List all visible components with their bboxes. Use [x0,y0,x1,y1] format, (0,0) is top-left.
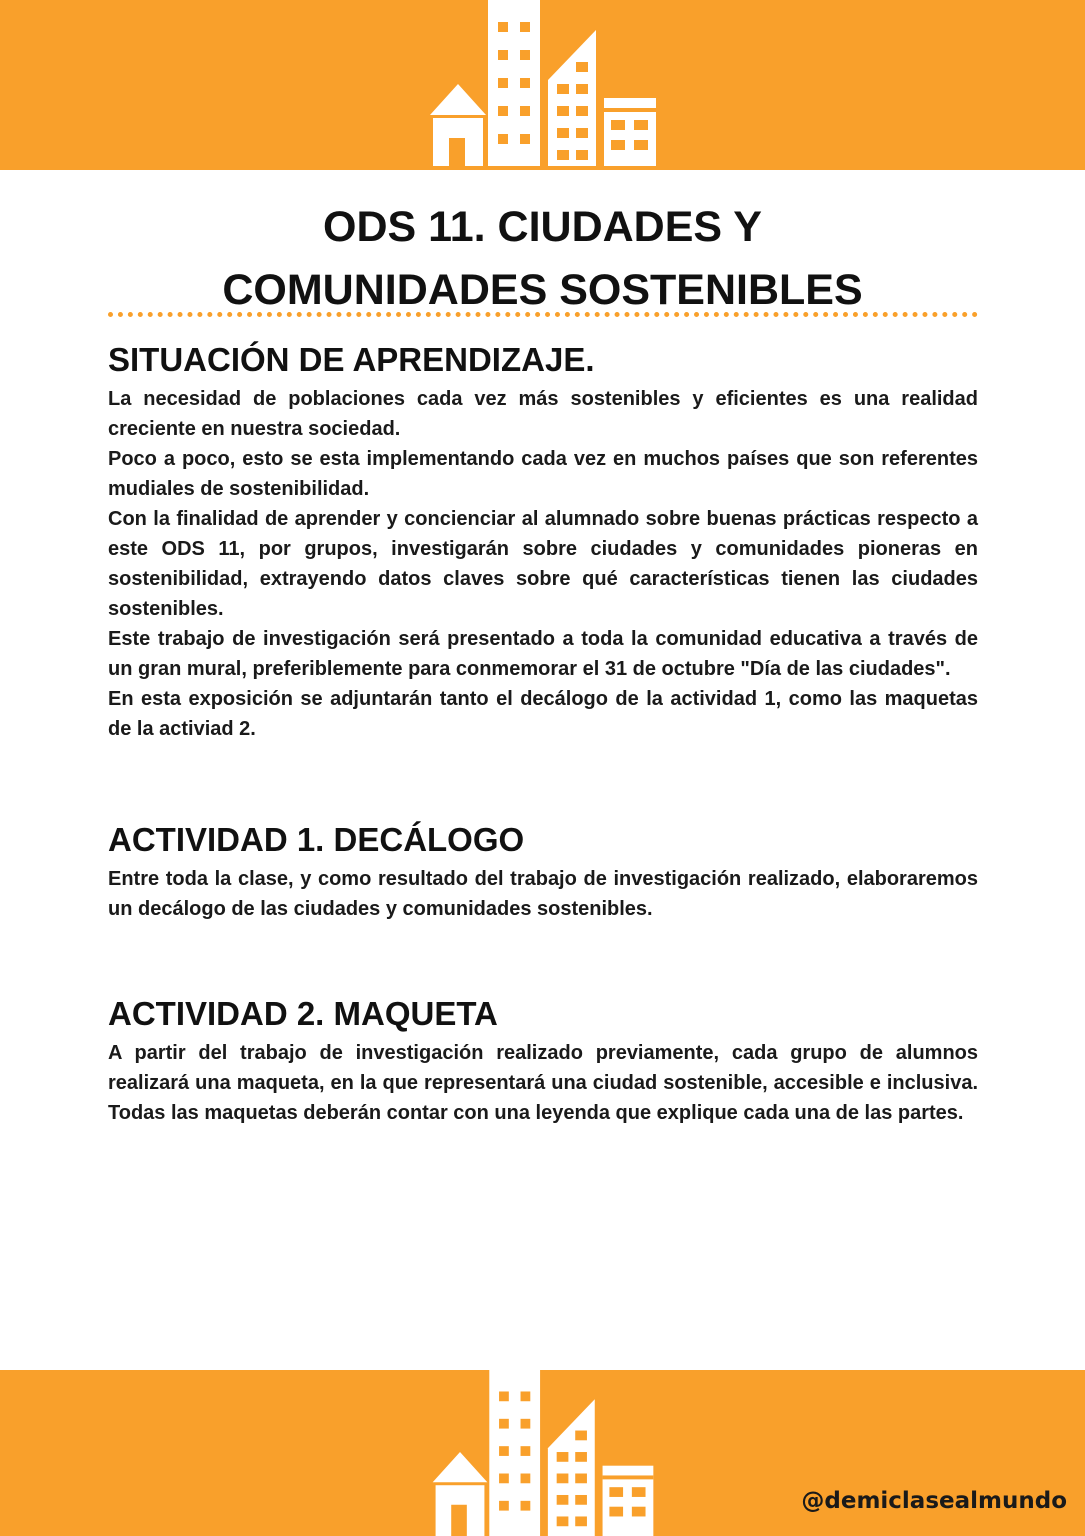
header-band [0,0,1085,170]
dotted-divider [108,312,978,317]
document-body [108,336,978,1200]
social-handle: @demiclasealmundo [801,1488,1067,1514]
paragraph: Este trabajo de investigación será presentado a toda la comunidad educativa a través de un gran mural, preferiblemente para conmemorar el 31 de octubre "Día de las ciudades". [108,628,978,680]
section-actividad-2 [108,990,978,1128]
paragraph: Poco a poco, esto se esta implementando cada vez en muchos países que son referentes mudiales de sostenibilidad. [108,448,978,500]
paragraph: En esta exposición se adjuntarán tanto el decálogo de la actividad 1, como las maquetas de la activiad 2. [108,688,978,740]
section-actividad-1 [108,816,978,924]
paragraph: Entre toda la clase, y como resultado del trabajo de investigación realizado, elaboraremos un decálogo de las ciudades y comunidades sostenibles. [108,868,978,920]
section-heading: ACTIVIDAD 1. DECÁLOGO [108,821,525,858]
paragraph: A partir del trabajo de investigación realizado previamente, cada grupo de alumnos realizará una maqueta, en la que representará una ciudad sostenible, accesible e inclusiva. Todas las maquetas deberán contar con una leyenda que explique cada una de las partes. [108,1042,978,1124]
title-line-2: COMUNIDADES SOSTENIBLES [222,266,863,314]
city-buildings-icon [430,0,656,170]
paragraph: Con la finalidad de aprender y concienciar al alumnado sobre buenas prácticas respecto a este ODS 11, por grupos, investigarán sobre ciudades y comunidades pioneras en sostenibilidad, extrayendo datos claves sobre qué características tienen las ciudades sostenibles. [108,508,978,620]
footer-band [0,1370,1085,1536]
paragraph: La necesidad de poblaciones cada vez más sostenibles y eficientes es una realidad creciente en nuestra sociedad. [108,388,978,440]
section-situacion [108,336,978,744]
section-heading: SITUACIÓN DE APRENDIZAJE. [108,341,595,378]
section-heading: ACTIVIDAD 2. MAQUETA [108,995,498,1032]
page-title [60,196,1025,322]
title-line-1: ODS 11. CIUDADES Y [323,203,762,251]
city-buildings-icon [430,1370,656,1536]
